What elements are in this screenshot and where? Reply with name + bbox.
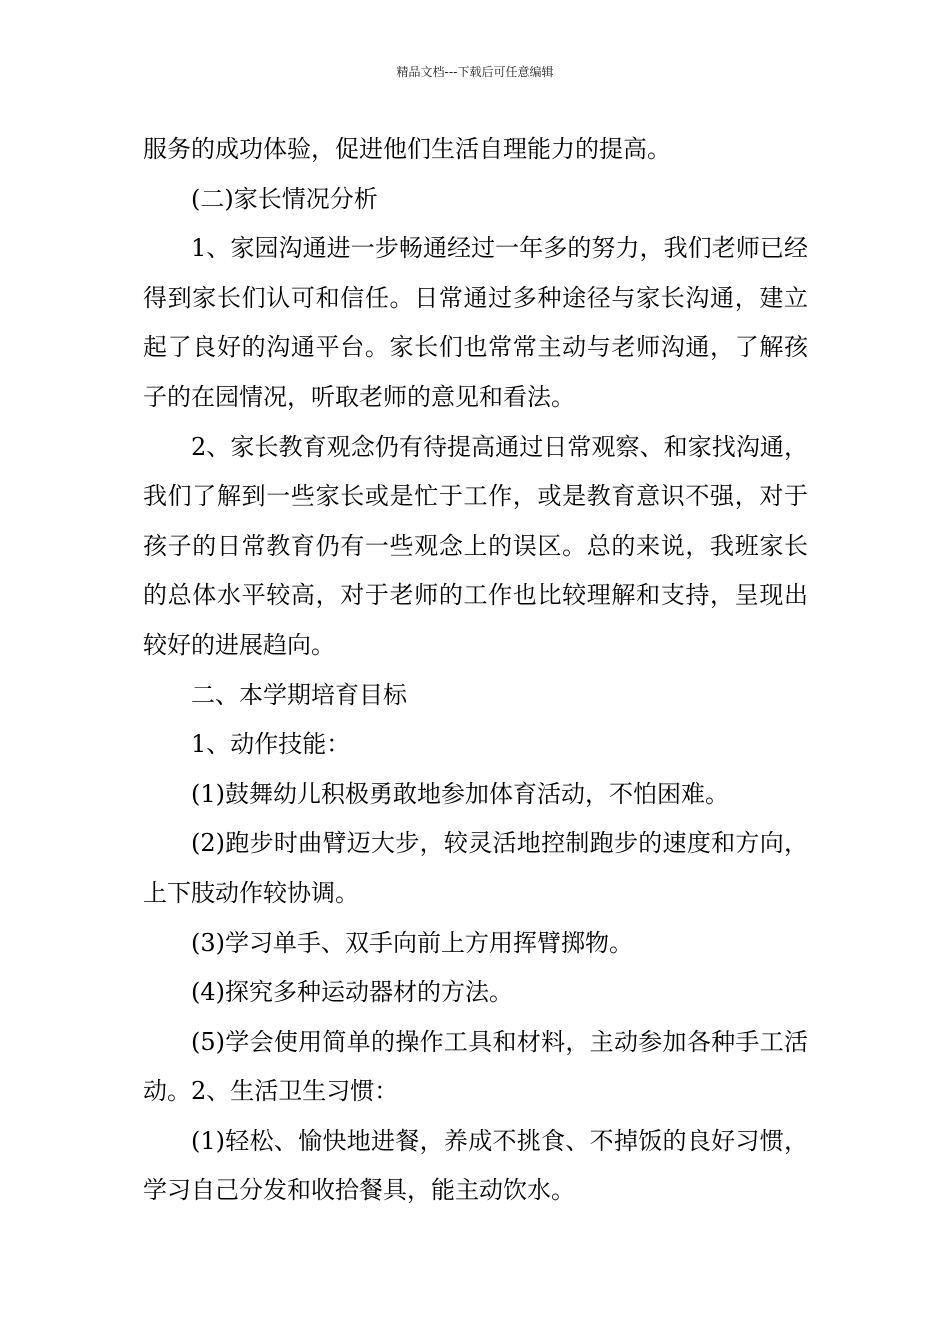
paragraph-3: 1、家园沟通进一步畅通经过一年多的努力，我们老师已经得到家长们认可和信任。日常通过多种途径与家长沟通，建立起了良好的沟通平台。家长们也常常主动与老师沟通，了解孩子的在园情况，听取老师的意见和看法。	[143, 234, 808, 411]
paragraph-5: 二、本学期培育目标	[191, 680, 407, 709]
paragraph-9: (3)学习单手、双手向前上方用挥臂掷物。	[191, 928, 633, 957]
paragraph-4: 2、家长教育观念仍有待提高通过日常观察、和家找沟通，我们了解到一些家长或是忙于工作，或是教育意识不强，对于孩子的日常教育仍有一些观念上的误区。总的来说，我班家长的总体水平较高，对于老师的工作也比较理解和支持，呈现出较好的进展趋向。	[143, 432, 808, 659]
page-header: 精品文档---下载后可任意编辑	[396, 65, 554, 79]
paragraph-1: 服务的成功体验，促进他们生活自理能力的提高。	[143, 135, 671, 163]
paragraph-8: (2)跑步时曲臂迈大步，较灵活地控制跑步的速度和方向，上下肢动作较协调。	[143, 829, 808, 907]
paragraph-12: (1)轻松、愉快地进餐，养成不挑食、不掉饭的良好习惯，学习自己分发和收拾餐具，能主动饮水。	[143, 1126, 808, 1205]
document-body	[143, 125, 808, 1216]
paragraph-6: 1、动作技能：	[191, 730, 351, 759]
paragraph-2: (二)家长情况分析	[191, 184, 378, 213]
paragraph-10: (4)探究多种运动器材的方法。	[191, 978, 513, 1007]
paragraph-7: (1)鼓舞幼儿积极勇敢地参加体育活动，不怕困难。	[191, 779, 729, 808]
paragraph-11: (5)学会使用简单的操作工具和材料，主动参加各种手工活动。2、生活卫生习惯：	[143, 1027, 808, 1106]
